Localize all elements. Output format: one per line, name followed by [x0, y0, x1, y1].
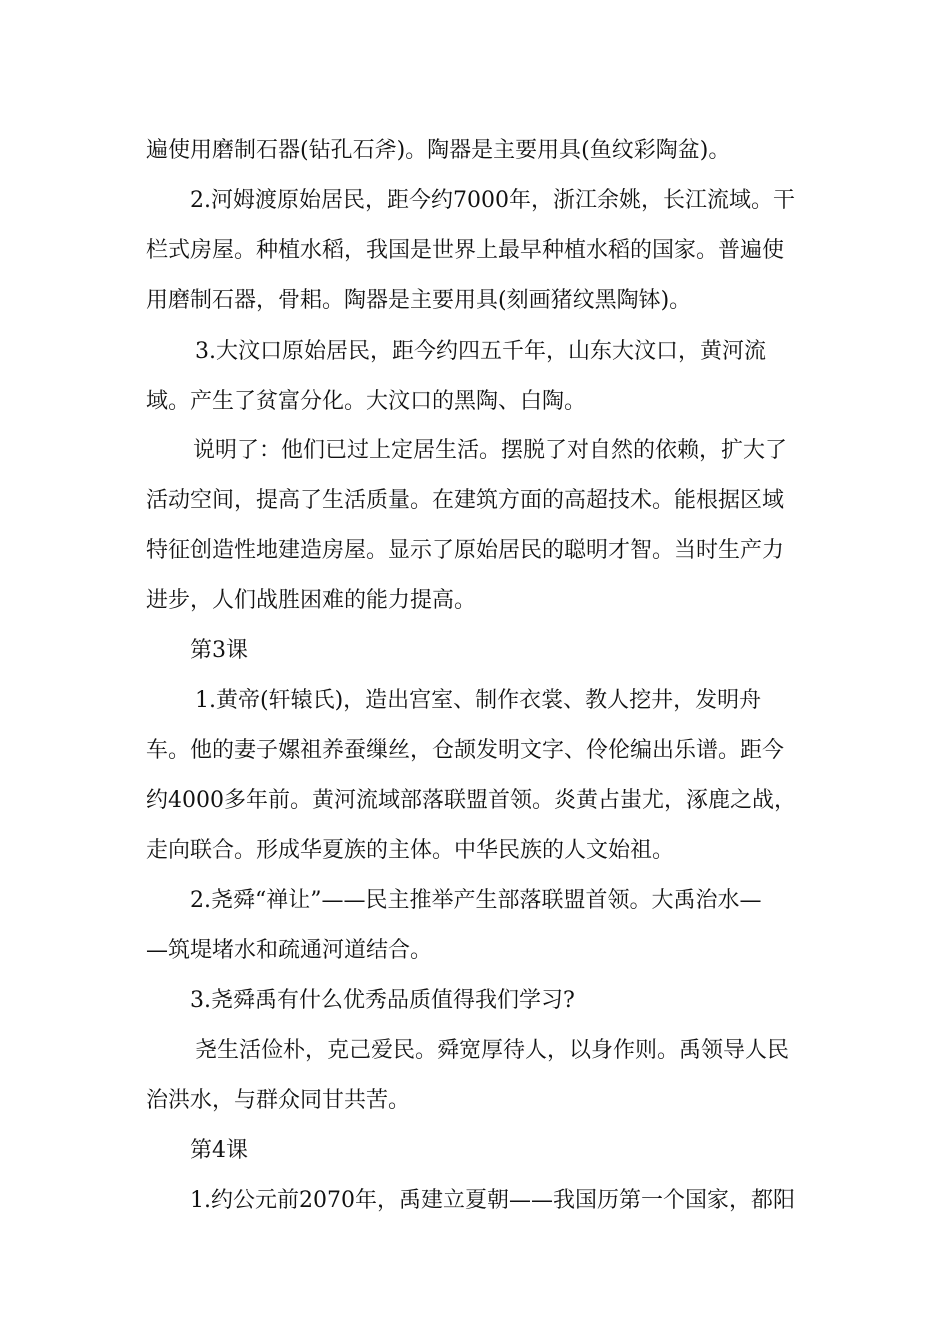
text-line: 尧生活俭朴，克己爱民。舜宽厚待人，以身作则。禹领导人民 — [195, 1038, 790, 1063]
text-line: 遍使用磨制石器(钻孔石斧)。陶器是主要用具(鱼纹彩陶盆)。 — [146, 138, 731, 163]
text-line: 3.大汶口原始居民，距今约四五千年，山东大汶口，黄河流 — [195, 339, 766, 364]
text-line: 说明了：他们已过上定居生活。摆脱了对自然的依赖，扩大了 — [193, 438, 788, 463]
text-line: 2.尧舜“禅让”——民主推举产生部落联盟首领。大禹治水— — [190, 888, 762, 913]
text-line: 车。他的妻子嫘祖养蚕缫丝，仓颉发明文字、伶伦编出乐谱。距今 — [146, 738, 785, 763]
text-line: 约4000多年前。黄河流域部落联盟首领。炎黄占蚩尤，涿鹿之战， — [146, 788, 796, 813]
text-line: 域。产生了贫富分化。大汶口的黑陶、白陶。 — [146, 389, 587, 414]
text-line: 治洪水，与群众同甘共苦。 — [146, 1088, 411, 1113]
text-line: 3.尧舜禹有什么优秀品质值得我们学习? — [190, 988, 575, 1013]
text-line: 进步，人们战胜困难的能力提高。 — [146, 588, 477, 613]
section-heading: 第4课 — [190, 1138, 248, 1163]
section-heading: 第3课 — [190, 638, 248, 663]
text-line: 1.约公元前2070年，禹建立夏朝——我国历第一个国家，都阳 — [190, 1188, 795, 1213]
text-line: 1.黄帝(轩辕氏)，造出宫室、制作衣裳、教人挖井，发明舟 — [195, 688, 762, 713]
text-line: 用磨制石器，骨耜。陶器是主要用具(刻画猪纹黑陶钵)。 — [146, 288, 692, 313]
text-line: 活动空间，提高了生活质量。在建筑方面的高超技术。能根据区域 — [146, 488, 785, 513]
text-line: 走向联合。形成华夏族的主体。中华民族的人文始祖。 — [146, 838, 675, 863]
text-line: 栏式房屋。种植水稻，我国是世界上最早种植水稻的国家。普遍使 — [146, 238, 785, 263]
text-line: 2.河姆渡原始居民，距今约7000年，浙江余姚，长江流域。干 — [190, 188, 795, 213]
text-line: 特征创造性地建造房屋。显示了原始居民的聪明才智。当时生产力 — [146, 538, 785, 563]
text-line: —筑堤堵水和疏通河道结合。 — [146, 938, 433, 963]
